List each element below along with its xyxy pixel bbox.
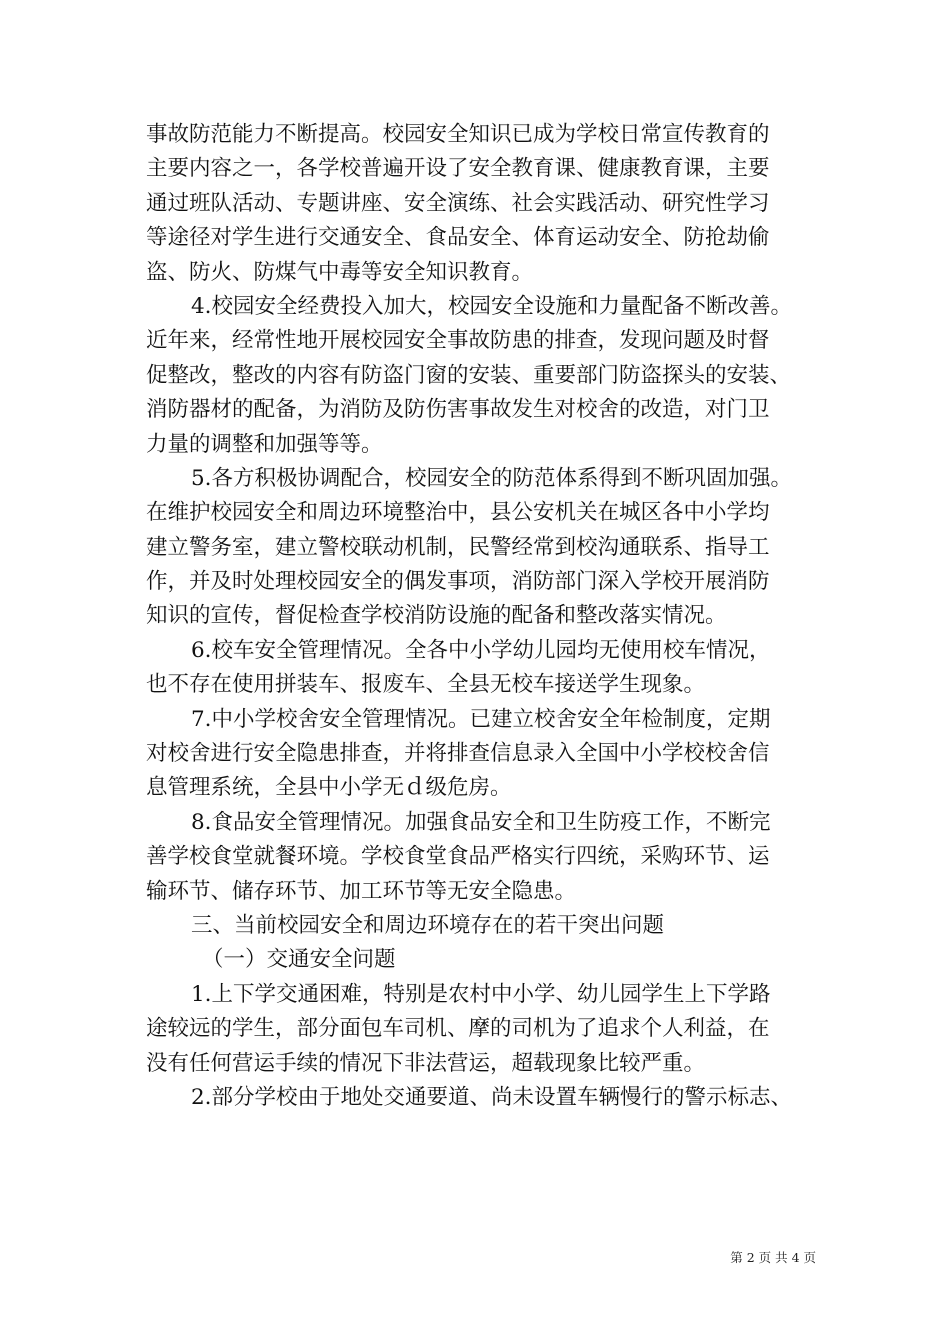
- paragraph-start-line: 2.部分学校由于地处交通要道、尚未设置车辆慢行的警示标志、: [191, 1084, 793, 1110]
- text-line: 在维护校园安全和周边环境整治中，县公安机关在城区各中小学均: [146, 500, 770, 526]
- text-line: 息管理系统，全县中小学无ｄ级危房。: [146, 775, 512, 801]
- text-line: 输环节、储存环节、加工环节等无安全隐患。: [146, 878, 577, 904]
- text-line: 途较远的学生，部分面包车司机、摩的司机为了追求个人利益，在: [146, 1016, 770, 1042]
- text-line: 知识的宣传，督促检查学校消防设施的配备和整改落实情况。: [146, 603, 727, 629]
- document-body: [146, 118, 826, 1115]
- text-line: 盗、防火、防煤气中毒等安全知识教育。: [146, 259, 534, 285]
- subsection-heading: （一）交通安全问题: [202, 947, 396, 973]
- page-number-footer: 第 2 页 共 4 页: [730, 1250, 816, 1265]
- text-line: 近年来，经常性地开展校园安全事故防患的排查，发现问题及时督: [146, 328, 770, 354]
- text-line: 消防器材的配备，为消防及防伤害事故发生对校舍的改造，对门卫: [146, 397, 770, 423]
- text-line: 主要内容之一，各学校普遍开设了安全教育课、健康教育课，主要: [146, 156, 770, 182]
- paragraph-start-line: 1.上下学交通困难，特别是农村中小学、幼儿园学生上下学路: [191, 981, 771, 1007]
- text-line: 对校舍进行安全隐患排查，并将排查信息录入全国中小学校校舍信: [146, 741, 770, 767]
- paragraph-start-line: 7.中小学校舍安全管理情况。已建立校舍安全年检制度，定期: [191, 706, 771, 732]
- paragraph-start-line: 5.各方积极协调配合，校园安全的防范体系得到不断巩固加强。: [191, 465, 793, 491]
- text-line: 善学校食堂就餐环境。学校食堂食品严格实行四统，采购环节、运: [146, 844, 770, 870]
- section-heading: 三、当前校园安全和周边环境存在的若干突出问题: [191, 912, 665, 938]
- text-line: 没有任何营运手续的情况下非法营运，超载现象比较严重。: [146, 1050, 706, 1076]
- text-line: 等途径对学生进行交通安全、食品安全、体育运动安全、防抢劫偷: [146, 225, 770, 251]
- paragraph-start-line: 4.校园安全经费投入加大，校园安全设施和力量配备不断改善。: [191, 293, 793, 319]
- paragraph-start-line: 6.校车安全管理情况。全各中小学幼儿园均无使用校车情况，: [191, 637, 771, 663]
- text-line: 也不存在使用拼装车、报废车、全县无校车接送学生现象。: [146, 672, 706, 698]
- paragraph-start-line: 8.食品安全管理情况。加强食品安全和卫生防疫工作，不断完: [191, 809, 771, 835]
- text-line: 力量的调整和加强等等。: [146, 431, 383, 457]
- text-line: 建立警务室，建立警校联动机制，民警经常到校沟通联系、指导工: [146, 534, 770, 560]
- text-line: 作，并及时处理校园安全的偶发事项，消防部门深入学校开展消防: [146, 569, 770, 595]
- text-line: 通过班队活动、专题讲座、安全演练、社会实践活动、研究性学习: [146, 190, 770, 216]
- text-line: 促整改，整改的内容有防盗门窗的安装、重要部门防盗探头的安装、: [146, 362, 792, 388]
- text-line: 事故防范能力不断提高。校园安全知识已成为学校日常宣传教育的: [146, 122, 770, 147]
